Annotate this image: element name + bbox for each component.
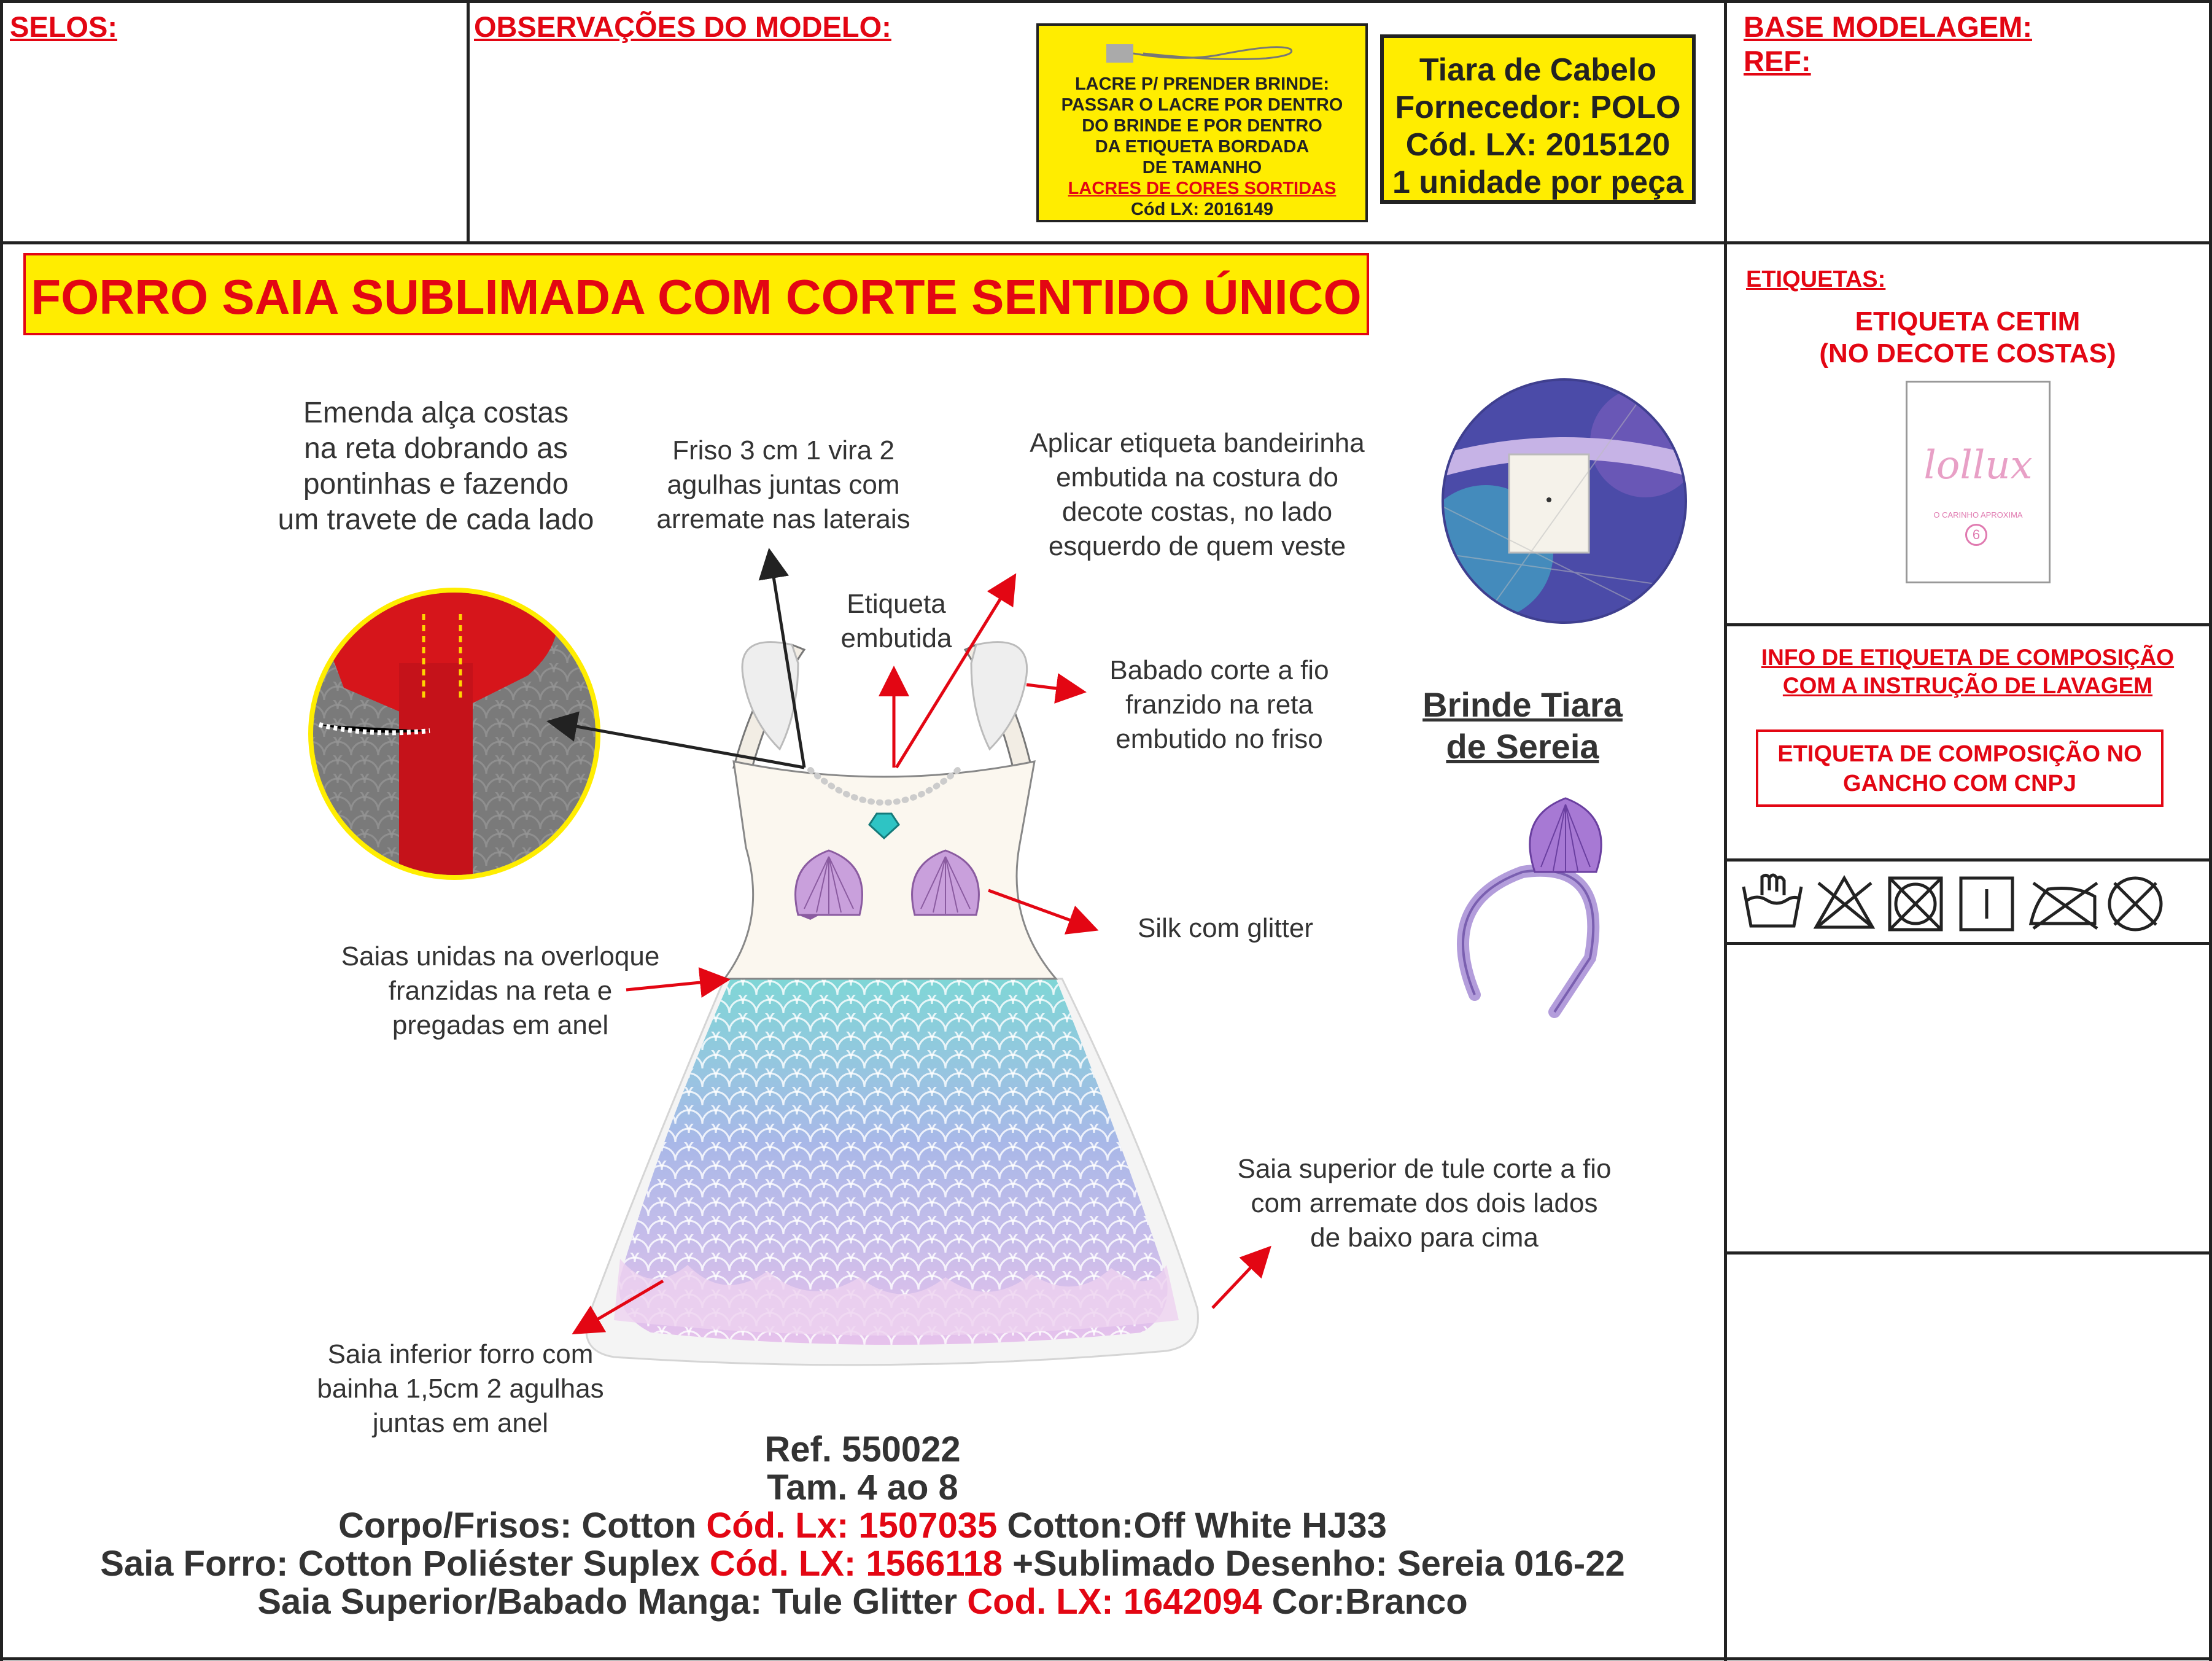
- brinde-line: Brinde Tiara: [1422, 685, 1623, 724]
- lacre-code: Cód LX: 2016149: [1130, 200, 1274, 219]
- lacre-cores-sortidas: LACRES DE CORES SORTIDAS: [1068, 179, 1337, 198]
- note-line: bainha 1,5cm 2 agulhas: [317, 1374, 604, 1404]
- arrow-babado: [1026, 685, 1081, 691]
- note-line: Silk com glitter: [1137, 913, 1314, 943]
- note-line: Etiqueta: [847, 589, 946, 619]
- arrow-saia-superior: [1213, 1250, 1267, 1308]
- spec-corpo: [0, 1507, 1725, 1545]
- lacre-line: DA ETIQUETA BORDADA: [1095, 137, 1310, 157]
- note-line: franzido na reta: [1125, 690, 1313, 720]
- tiara-line: Fornecedor: POLO: [1395, 90, 1681, 125]
- note-line: com arremate dos dois lados: [1251, 1188, 1598, 1218]
- note-line: Saias unidas na overloque: [341, 941, 660, 971]
- cetim-line: ETIQUETA CETIM: [1855, 306, 2081, 336]
- note-line: franzidas na reta e: [388, 976, 613, 1006]
- note-line: Saia superior de tule corte a fio: [1237, 1154, 1612, 1184]
- divider-right-5: [1724, 1251, 2212, 1255]
- note-line: Babado corte a fio: [1109, 655, 1329, 685]
- note-line: pontinhas e fazendo: [303, 468, 569, 500]
- spec-forro: [0, 1545, 1725, 1583]
- divider-right-1: [1724, 241, 2212, 244]
- spec-text: Saia Forro: Cotton Poliéster Suplex: [100, 1544, 710, 1584]
- spec-text: +Sublimado Desenho: Sereia 016-22: [1002, 1544, 1625, 1584]
- note-line: pregadas em anel: [392, 1010, 609, 1040]
- arrow-saias-unidas: [626, 980, 724, 990]
- note-line: embutida: [840, 623, 952, 653]
- note-line: juntas em anel: [372, 1408, 549, 1438]
- note-line: Aplicar etiqueta bandeirinha: [1030, 428, 1365, 458]
- label-size: 6: [1965, 524, 1987, 546]
- spec-text: Cotton:Off White HJ33: [997, 1506, 1387, 1546]
- lacre-line: PASSAR O LACRE POR DENTRO: [1061, 95, 1343, 115]
- tiara-line: 1 unidade por peça: [1392, 165, 1683, 200]
- note-line: Emenda alça costas: [303, 397, 569, 429]
- composicao-line: ETIQUETA DE COMPOSIÇÃO NO: [1777, 741, 2142, 767]
- composicao-box: [1756, 729, 2163, 807]
- cetim-label-sample: [1906, 381, 2051, 583]
- do-not-iron-icon: [2031, 883, 2097, 928]
- banner-title: FORRO SAIA SUBLIMADA COM CORTE SENTIDO ÚNICO: [31, 270, 1362, 324]
- note-line: agulhas juntas com: [667, 470, 900, 500]
- info-title: [1726, 644, 2209, 700]
- spec-code: Cód. LX: 1566118: [709, 1544, 1003, 1584]
- ref-label: REF:: [1744, 45, 1811, 77]
- note-line: Saia inferior forro com: [327, 1339, 594, 1369]
- spec-text: Corpo/Frisos: Cotton: [338, 1506, 707, 1546]
- spec-superior: [0, 1583, 1725, 1621]
- divider-right-4: [1724, 942, 2212, 945]
- spec-ref: Ref. 550022: [764, 1430, 961, 1469]
- label-brand: lollux: [1923, 443, 2033, 488]
- do-not-tumble-dry-icon: [1890, 878, 1941, 930]
- cetim-title: [1726, 306, 2209, 370]
- bodice: [724, 761, 1056, 979]
- note-line: um travete de cada lado: [277, 504, 594, 536]
- selos-label: SELOS:: [10, 10, 117, 43]
- hand-wash-icon: [1744, 875, 1801, 926]
- note-line: arremate nas laterais: [656, 504, 910, 534]
- divider-right-3: [1724, 858, 2212, 862]
- spec-text: Cor:Branco: [1262, 1582, 1468, 1622]
- tiara-line: Cód. LX: 2015120: [1405, 127, 1671, 163]
- spec-code: Cod. LX: 1642094: [967, 1582, 1262, 1622]
- label-tagline: O CARINHO APROXIMA: [1933, 510, 2023, 519]
- lacre-line: DO BRINDE E POR DENTRO: [1082, 116, 1322, 136]
- note-line: decote costas, no lado: [1061, 497, 1333, 527]
- note-line: na reta dobrando as: [304, 432, 568, 465]
- lacre-line: LACRE P/ PRENDER BRINDE:: [1074, 74, 1330, 94]
- brinde-line: de Sereia: [1446, 727, 1599, 766]
- do-not-dry-clean-icon: [2109, 878, 2161, 930]
- spec-code: Cód. Lx: 1507035: [706, 1506, 998, 1546]
- info-line: INFO DE ETIQUETA DE COMPOSIÇÃO: [1761, 645, 2175, 670]
- note-line: embutida na costura do: [1056, 462, 1338, 492]
- divider-right-2: [1724, 623, 2212, 626]
- observacoes-label: OBSERVAÇÕES DO MODELO:: [474, 10, 891, 43]
- info-line: COM A INSTRUÇÃO DE LAVAGEM: [1782, 673, 2153, 698]
- note-line: embutido no friso: [1116, 724, 1323, 754]
- composicao-line: GANCHO COM CNPJ: [1842, 771, 2077, 796]
- spec-tam: Tam. 4 ao 8: [767, 1468, 958, 1507]
- do-not-bleach-icon: [1816, 878, 1872, 927]
- tiara-line: Tiara de Cabelo: [1419, 52, 1657, 88]
- note-line: esquerdo de quem veste: [1048, 531, 1346, 561]
- note-line: de baixo para cima: [1310, 1223, 1539, 1253]
- frame-right: [2209, 0, 2212, 1661]
- base-modelagem-label: BASE MODELAGEM:: [1744, 10, 2032, 43]
- care-symbols: [1733, 865, 2211, 938]
- cetim-line: (NO DECOTE COSTAS): [1819, 338, 2116, 368]
- lacre-line: DE TAMANHO: [1142, 158, 1262, 177]
- note-line: Friso 3 cm 1 vira 2: [672, 435, 895, 465]
- brinde-title: [1400, 684, 1645, 768]
- etiquetas-label: ETIQUETAS:: [1746, 266, 1886, 292]
- dry-flat-icon: [1961, 878, 2012, 930]
- headband: [1463, 798, 1601, 1012]
- spec-text: Saia Superior/Babado Manga: Tule Glitter: [257, 1582, 968, 1622]
